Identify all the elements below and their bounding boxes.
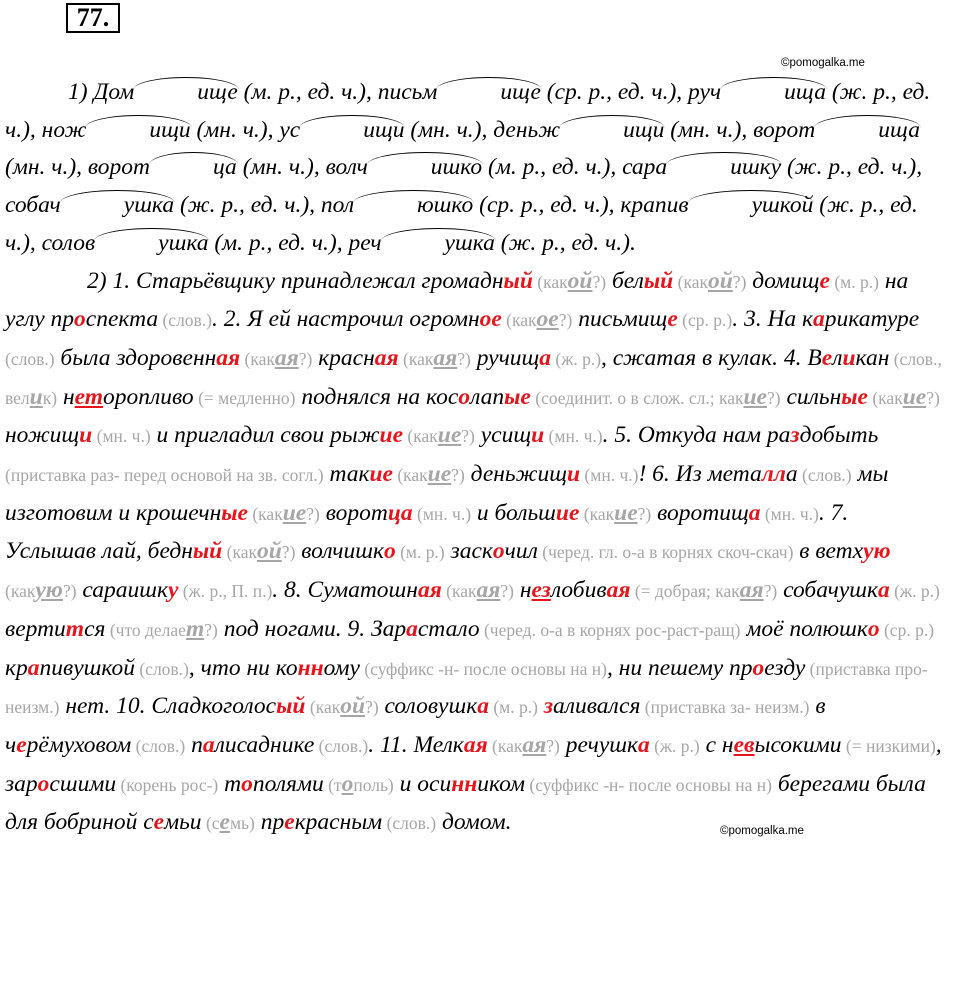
highlight-red: е xyxy=(819,267,830,294)
suffix-arc-mark: ища xyxy=(815,112,920,150)
text-segment: лап xyxy=(470,383,505,410)
text-segment: а xyxy=(785,461,798,488)
hint-gray: (как xyxy=(501,310,537,331)
highlight-red: о xyxy=(458,383,471,410)
highlight-red: ую xyxy=(863,538,891,565)
hint-gray: ?) xyxy=(365,697,379,718)
hint-gray: (с xyxy=(201,813,220,834)
hint-gray: ?) xyxy=(592,271,607,292)
text-segment: красн xyxy=(312,344,375,371)
text-segment: (мн. ч.), ворот xyxy=(5,154,151,181)
highlight-red: о xyxy=(752,654,765,681)
highlight-red: ый xyxy=(276,693,306,720)
text-segment: чил xyxy=(504,538,538,565)
highlight-red: а xyxy=(637,731,650,758)
text-segment: моё полюшк xyxy=(740,615,868,642)
hint-gray-underlined: ие xyxy=(282,499,307,526)
hint-gray: ?) xyxy=(732,271,747,292)
text-segment: красным xyxy=(294,809,383,836)
text-segment: (ж. р., ед. ч.). xyxy=(494,229,636,256)
highlight-red: е xyxy=(153,809,165,836)
highlight-red: ый xyxy=(192,538,223,565)
text-segment: лисаднике xyxy=(214,731,315,758)
hint-gray-underlined: т xyxy=(185,615,205,642)
highlight-red: з xyxy=(790,422,800,449)
highlight-red: ые xyxy=(221,499,248,526)
highlight-red: ая xyxy=(216,344,241,371)
text-segment: иком xyxy=(477,770,525,797)
text-segment: волчишк xyxy=(295,538,384,565)
text-segment: (ж. р., ед. ч.), солов xyxy=(5,192,918,256)
highlight-red: т xyxy=(65,615,85,642)
hint-gray-underlined: и xyxy=(29,383,43,410)
text-segment: полями xyxy=(252,770,324,797)
text-segment: , сжатая в кулак. 4. В xyxy=(601,344,822,371)
hint-gray: (как xyxy=(247,503,283,524)
highlight-red: а xyxy=(27,654,40,681)
suffix-arc-mark: ищи xyxy=(86,112,190,150)
hint-gray: ?) xyxy=(298,348,313,369)
highlight-red: а xyxy=(202,731,215,758)
text-segment: лобив xyxy=(550,577,607,604)
highlight-red: и xyxy=(566,461,581,488)
text-segment: рикатуре xyxy=(824,306,920,333)
hint-gray: (ср. р.) xyxy=(677,310,733,331)
hint-gray: (как xyxy=(673,271,708,292)
suffix-arc-mark: ишку xyxy=(667,149,781,187)
highlight-red: ые xyxy=(504,383,531,410)
text-segment: 1) Дом xyxy=(68,79,135,105)
highlight-red: о xyxy=(37,770,50,797)
text-segment: ручищ xyxy=(470,344,540,371)
hint-gray: (мн. ч.) xyxy=(580,465,639,486)
hint-gray: (ж. р., П. п.) xyxy=(178,581,273,602)
text-segment: сшими xyxy=(49,770,117,797)
text-segment: н xyxy=(513,577,532,604)
text-segment: н xyxy=(716,731,734,758)
hint-gray: (как xyxy=(392,465,428,486)
text-segment: п xyxy=(185,731,203,758)
hint-gray: (м. р.) xyxy=(829,271,879,292)
text-segment: (мн. ч.), ус xyxy=(190,116,301,143)
hint-gray: мь) xyxy=(229,813,255,834)
hint-gray: ?) xyxy=(451,465,465,486)
exercise-text xyxy=(5,74,945,843)
text-segment: рёмуховом xyxy=(26,731,132,758)
hint-gray: (мн. ч.) xyxy=(760,503,819,524)
text-segment: кан xyxy=(855,344,890,371)
highlight-red: ые xyxy=(841,383,868,410)
hint-gray: ?) xyxy=(281,542,296,563)
highlight-red: о xyxy=(383,538,396,565)
hint-gray: ?) xyxy=(204,619,218,640)
text-segment: и пригладил свои рыж xyxy=(150,422,380,449)
hint-gray: (т xyxy=(323,774,342,795)
highlight-red: ый xyxy=(503,267,533,294)
hint-gray: (как xyxy=(398,348,434,369)
highlight-red: ие xyxy=(555,499,580,526)
hint-gray-underlined: ую xyxy=(35,577,63,604)
hint-gray: (мн. ч.) xyxy=(92,426,151,447)
text-segment: ысокими xyxy=(754,731,842,758)
text-segment: речушк xyxy=(559,731,638,758)
highlight-red: ая xyxy=(463,731,488,758)
highlight-red: е xyxy=(667,306,678,333)
text-segment: Сладкоголос xyxy=(145,693,277,720)
hint-gray: (ж. р.) xyxy=(889,581,940,602)
hint-gray: ?) xyxy=(500,581,514,602)
hint-gray: ?) xyxy=(926,387,940,408)
hint-gray: (слов.) xyxy=(314,735,369,756)
hint-gray: ?) xyxy=(558,310,573,331)
text-segment: н xyxy=(57,383,75,410)
highlight-red: е xyxy=(821,344,833,371)
hint-gray-underlined: ие xyxy=(437,422,462,449)
text-segment: (мн. ч.), ворот xyxy=(664,116,816,143)
text-segment: . 7. Услышав лай, бедн xyxy=(5,499,849,565)
hint-gray-underlined: ое xyxy=(536,306,559,333)
text-segment: так xyxy=(323,461,370,488)
hint-gray: к) xyxy=(42,387,58,408)
suffix-arc-mark: ищи xyxy=(300,112,404,150)
text-segment: верти xyxy=(5,615,66,642)
hint-gray: поль) xyxy=(353,774,394,795)
text-segment: с xyxy=(699,731,717,758)
hint-gray: ?) xyxy=(306,503,320,524)
exercise-number: 77. xyxy=(66,3,120,33)
text-segment: была здоровенн xyxy=(54,344,217,371)
hint-gray: (слов.) xyxy=(131,735,186,756)
text-segment: усищ xyxy=(474,422,532,449)
highlight-red: а xyxy=(878,577,890,604)
hint-gray: ?) xyxy=(62,581,77,602)
hint-gray: (м. р.) xyxy=(395,542,445,563)
highlight-red: о xyxy=(241,770,253,797)
hint-gray: (как xyxy=(403,426,438,447)
hint-gray: ?) xyxy=(546,735,560,756)
text-segment: . 8. Суматошн xyxy=(272,577,418,604)
suffix-arc-mark: ище xyxy=(134,74,238,112)
hint-gray-underlined: ая xyxy=(274,344,299,371)
text-segment: ч xyxy=(5,731,17,758)
highlight-red: ая xyxy=(417,577,442,604)
hint-gray: (как xyxy=(532,271,568,292)
hint-gray: ?) xyxy=(763,581,778,602)
hint-gray: (приставка про- неизм.) xyxy=(5,658,928,718)
hint-gray-underlined: е xyxy=(219,809,230,836)
text-segment: аливался xyxy=(552,693,641,720)
text-segment: ся xyxy=(84,615,106,642)
highlight-red: ие xyxy=(369,461,393,488)
highlight-red: лл xyxy=(761,461,786,488)
text-segment: 2) 1. Старьёвщику принадлежал громадн xyxy=(87,267,504,294)
hint-gray: (слов.) xyxy=(5,348,55,369)
hint-gray: (слов.) xyxy=(797,465,852,486)
text-segment: стало xyxy=(417,615,480,642)
hint-gray: (черед. о-а в корнях рос-раст-ращ) xyxy=(479,619,741,640)
suffix-arc-mark: ушка xyxy=(61,187,174,225)
hint-gray: (м. р.) xyxy=(488,697,538,718)
hint-gray: (как xyxy=(5,581,36,602)
hint-gray: (как xyxy=(222,542,257,563)
highlight-red: и xyxy=(531,422,545,449)
text-segment: заск xyxy=(444,538,493,565)
suffix-arc-mark: ишко xyxy=(368,149,482,187)
text-segment: . 2. Я ей настрочил огромн xyxy=(212,306,480,333)
highlight-red: о xyxy=(74,306,86,333)
text-segment: ножищ xyxy=(5,422,80,449)
text-segment: спекта xyxy=(85,306,159,333)
highlight-red: ая xyxy=(606,577,631,604)
hint-gray: (соединит. о в слож. сл.; как xyxy=(530,387,744,408)
suffix-arc-mark: ищи xyxy=(560,112,664,150)
hint-gray: (ср. р.) xyxy=(879,619,935,640)
text-segment: бел xyxy=(606,267,644,294)
hint-gray-underlined: ая xyxy=(476,577,501,604)
text-segment: под ногами. 9. Зар xyxy=(217,615,407,642)
text-segment: (мн. ч.), волч xyxy=(236,154,368,181)
text-segment: письмищ xyxy=(572,306,668,333)
text-segment: оси xyxy=(411,770,452,797)
hint-gray-underlined: ая xyxy=(522,731,547,758)
text-segment: ! 6. Из мета xyxy=(638,461,762,488)
hint-gray: (черед. гл. о-а в корнях скоч-скач) xyxy=(537,542,794,563)
text-segment: (ср. р., ед. ч.), руч xyxy=(540,79,722,105)
hint-gray-underlined: ие xyxy=(743,383,767,410)
highlight-red: ая xyxy=(374,344,399,371)
highlight-red-underlined: ет xyxy=(74,383,104,410)
text-segment: (ср. р., ед. ч.), крапив xyxy=(473,192,689,219)
hint-gray-underlined: ая xyxy=(739,577,764,604)
hint-gray: (= добрая; как xyxy=(630,581,740,602)
highlight-red: ое xyxy=(479,306,502,333)
hint-gray: (= медленно) xyxy=(193,387,296,408)
highlight-red: и xyxy=(842,344,856,371)
part1-paragraph xyxy=(5,74,945,263)
highlight-red: о xyxy=(492,538,505,565)
text-segment: пивушкой xyxy=(39,654,135,681)
text-segment: , зар xyxy=(5,731,942,797)
text-segment: (м. р., ед. ч.), реч xyxy=(208,229,382,256)
hint-gray-underlined: ие xyxy=(902,383,927,410)
text-segment: домищ xyxy=(746,267,820,294)
highlight-red: е xyxy=(284,809,295,836)
highlight-red: у xyxy=(167,577,179,604)
hint-gray: (как xyxy=(240,348,275,369)
highlight-red: и xyxy=(79,422,93,449)
text-segment: сараишк xyxy=(76,577,168,604)
hint-gray: (как xyxy=(305,697,341,718)
part2-paragraph xyxy=(5,263,945,844)
text-segment: т xyxy=(218,770,242,797)
text-segment: л xyxy=(832,344,843,371)
highlight-red: з xyxy=(543,693,553,720)
text-segment: . 11. Мелк xyxy=(368,731,464,758)
hint-gray-underlined: ие xyxy=(427,461,452,488)
hint-gray: (слов.) xyxy=(134,658,189,679)
text-segment: кр xyxy=(5,654,28,681)
suffix-arc-mark: ца xyxy=(150,149,237,187)
text-segment: собачушк xyxy=(777,577,879,604)
text-segment: и xyxy=(393,770,412,797)
hint-gray: (мн. ч.) xyxy=(544,426,603,447)
watermark-top: ©pomogalka.me xyxy=(781,57,865,69)
text-segment: ворот xyxy=(319,499,388,526)
highlight-red: нн xyxy=(451,770,478,797)
hint-gray: (слов.) xyxy=(382,813,437,834)
text-segment: ому xyxy=(323,654,360,681)
text-segment: в ветх xyxy=(793,538,864,565)
highlight-red: о xyxy=(867,615,880,642)
text-segment: мьи xyxy=(164,809,202,836)
hint-gray: (что делае xyxy=(105,619,186,640)
hint-gray: (слов., вел xyxy=(5,348,942,408)
highlight-red: а xyxy=(477,693,489,720)
hint-gray: (как xyxy=(487,735,523,756)
hint-gray-underlined: ая xyxy=(433,344,458,371)
text-segment: в xyxy=(809,693,826,720)
text-segment: (ж. р., ед. ч.), собач xyxy=(5,154,923,219)
highlight-red: ие xyxy=(379,422,404,449)
text-segment: домом. xyxy=(436,809,512,836)
highlight-red: ый xyxy=(643,267,674,294)
text-segment: пр xyxy=(254,809,285,836)
text-segment: (м. р., ед. ч.), письм xyxy=(237,79,438,105)
hint-gray: (как xyxy=(441,581,477,602)
suffix-arc-mark: ушка xyxy=(95,225,208,263)
highlight-red-underlined: ез xyxy=(531,577,551,604)
hint-gray: ?) xyxy=(766,387,781,408)
highlight-red: а xyxy=(539,344,552,371)
text-segment: деньжищ xyxy=(464,461,567,488)
hint-gray: (= низкими) xyxy=(841,735,936,756)
highlight-red: ца xyxy=(387,499,413,526)
highlight-red-underlined: ев xyxy=(733,731,755,758)
text-segment: соловушк xyxy=(378,693,478,720)
watermark-middle: ©pomogalka.me xyxy=(720,825,804,837)
text-segment: езду xyxy=(764,654,806,681)
suffix-arc-mark: ушкой xyxy=(689,187,814,225)
text-segment: берегами была для бобриной с xyxy=(5,770,926,836)
text-segment: . 3. На к xyxy=(732,306,814,333)
hint-gray: (ж. р.) xyxy=(551,348,602,369)
hint-gray: (приставка за- неизм.) xyxy=(640,697,810,718)
hint-gray: ?) xyxy=(461,426,475,447)
text-segment: воротищ xyxy=(651,499,749,526)
hint-gray-underlined: ой xyxy=(707,267,733,294)
highlight-red: нн xyxy=(297,654,324,681)
text-segment: и больш xyxy=(471,499,556,526)
suffix-arc-mark: юшко xyxy=(354,187,473,225)
hint-gray: (мн. ч.) xyxy=(412,503,472,524)
suffix-arc-mark: ище xyxy=(437,74,541,112)
hint-gray-underlined: ие xyxy=(614,499,638,526)
hint-gray-underlined: ой xyxy=(567,267,593,294)
text-segment: ра xyxy=(761,422,791,449)
suffix-arc-mark: ушка xyxy=(382,225,495,263)
hint-gray: (корень рос-) xyxy=(116,774,219,795)
text-segment: на углу пр xyxy=(5,267,909,333)
hint-gray: (приставка раз- перед основой на зв. согл.) xyxy=(5,465,324,486)
hint-gray-underlined: о xyxy=(341,770,354,797)
text-segment: (ж. р., ед. ч.), нож xyxy=(5,79,931,143)
text-segment: (ж. р., ед. ч.), пол xyxy=(174,192,355,219)
text-segment: мы изготовим и крошечн xyxy=(5,461,889,526)
text-segment: нет. 10. xyxy=(59,693,146,720)
highlight-red: а xyxy=(813,306,825,333)
text-segment: . 5. Откуда нам xyxy=(602,422,762,449)
hint-gray: ?) xyxy=(457,348,471,369)
highlight-red: е xyxy=(16,731,27,758)
hint-gray-underlined: ой xyxy=(340,693,366,720)
text-segment: (м. р., ед. ч.), сара xyxy=(482,154,668,181)
hint-gray: (слов.) xyxy=(158,310,213,331)
text-segment: добыть xyxy=(799,422,879,449)
hint-gray-underlined: ой xyxy=(256,538,282,565)
text-segment: сильн xyxy=(780,383,842,410)
text-segment: оропливо xyxy=(103,383,194,410)
text-segment: , что ни ко xyxy=(188,654,298,681)
highlight-red: а xyxy=(406,615,418,642)
hint-gray: ?) xyxy=(637,503,652,524)
hint-gray: (как xyxy=(867,387,903,408)
hint-gray: (суффикс -н- после основы на н) xyxy=(525,774,772,795)
text-segment: (мн. ч.), деньж xyxy=(404,116,561,143)
suffix-arc-mark: ища xyxy=(721,74,826,112)
highlight-red: а xyxy=(748,499,761,526)
hint-gray: (ж. р.) xyxy=(649,735,700,756)
hint-gray: (суффикс -н- после основы на н) xyxy=(359,658,607,679)
hint-gray: (как xyxy=(579,503,615,524)
text-segment: , ни пешему пр xyxy=(606,654,753,681)
text-segment: поднялся на кос xyxy=(295,383,459,410)
